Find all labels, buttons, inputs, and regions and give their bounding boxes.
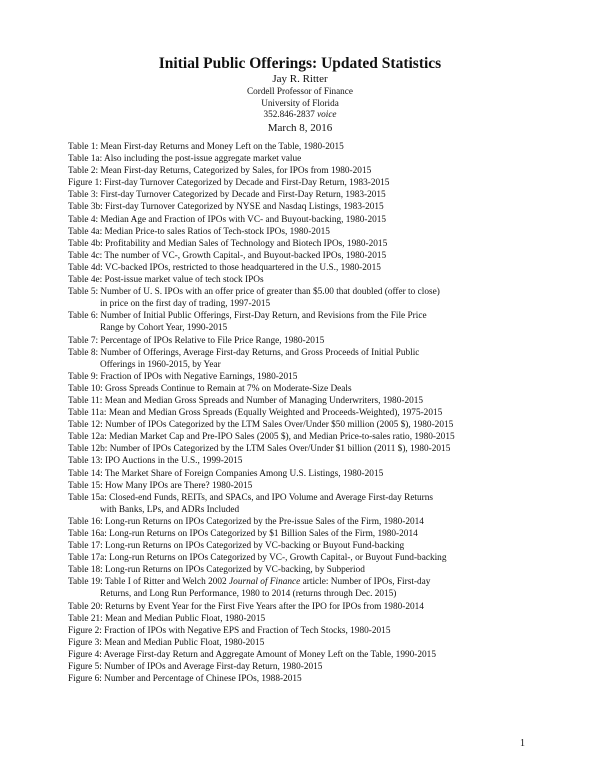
entry-text: Table 20: Returns by Event Year for the First Five Years after the IPO for IPOs from 1980-2014 <box>68 601 424 612</box>
entry-text: Table 18: Long-run Returns on IPOs Categorized by VC-backing, by Subperiod <box>68 565 365 576</box>
entry-text: Table 11: Mean and Median Gross Spreads and Number of Managing Underwriters, 1980-2015 <box>68 395 424 406</box>
contents-entry <box>68 238 568 250</box>
entry-text: Table 17: Long-run Returns on IPOs Categorized by VC-backing or Buyout Fund-backing <box>68 541 405 552</box>
entry-text: Table 21: Mean and Median Public Float, 1980-2015 <box>68 613 266 624</box>
document-title: Initial Public Offerings: Updated Statistics <box>158 55 442 72</box>
entry-text: Table 4e: Post-issue market value of tech stock IPOs <box>68 275 264 286</box>
contents-entry <box>68 286 568 298</box>
entry-text: Figure 5: Number of IPOs and Average First-day Return, 1980-2015 <box>68 662 323 673</box>
contents-entry <box>68 431 568 443</box>
contents-entry <box>68 395 568 407</box>
entry-text: Table 15: How Many IPOs are There? 1980-2015 <box>68 480 253 491</box>
entry-text: Table 12: Number of IPOs Categorized by the LTM Sales Over/Under $50 million (2005 $), 1980-2015 <box>68 420 454 431</box>
entry-text: Table 4d: VC-backed IPOs, restricted to those headquartered in the U.S., 1980-2015 <box>68 262 381 273</box>
contents-entry <box>68 528 568 540</box>
contents-entry <box>68 492 568 504</box>
contents-entry <box>68 189 568 201</box>
contents-entry <box>68 625 568 637</box>
entry-text: Table 1: Mean First-day Returns and Money Left on the Table, 1980-2015 <box>68 142 344 152</box>
entry-text: Figure 3: Mean and Median Public Float, 1980-2015 <box>68 637 265 648</box>
contents-entry <box>68 226 568 238</box>
contents-entry <box>68 576 568 588</box>
contents-entry <box>68 274 568 286</box>
entry-italic: Journal of Finance <box>229 577 301 588</box>
entry-text: Table 10: Gross Spreads Continue to Remain at 7% on Moderate-Size Deals <box>68 383 352 394</box>
page-number: 1 <box>520 738 525 749</box>
contents-entry <box>68 310 568 322</box>
entry-text: Table 9: Fraction of IPOs with Negative Earnings, 1980-2015 <box>68 371 298 382</box>
entry-text: Table 16a: Long-run Returns on IPOs Categorized by $1 Billion Sales of the Firm, 1980-2014 <box>68 529 418 539</box>
entry-continuation: Returns, and Long Run Performance, 1980 to 2014 (returns through Dec. 2015) <box>100 589 397 600</box>
contents-entry <box>68 455 568 467</box>
contents-entry <box>68 468 568 480</box>
phone-number: 352.846-2837 <box>263 109 315 120</box>
entry-text: Table 4a: Median Price-to sales Ratios of Tech-stock IPOs, 1980-2015 <box>68 226 330 237</box>
contents-entry <box>68 516 568 528</box>
contents-entry <box>68 165 568 177</box>
contents-entry <box>68 649 568 661</box>
author-name: Jay R. Ritter <box>272 73 328 85</box>
entry-continuation: Range by Cohort Year, 1990-2015 <box>100 323 228 334</box>
entry-text: Table 4c: The number of VC-, Growth Capital-, and Buyout-backed IPOs, 1980-2015 <box>68 250 387 261</box>
contents-entry <box>68 347 568 359</box>
entry-text: Table 8: Number of Offerings, Average First-day Returns, and Gross Proceeds of Initial Public <box>68 347 420 358</box>
entry-text: Table 15a: Closed-end Funds, REITs, and SPACs, and IPO Volume and Average First-day Returns <box>68 492 434 503</box>
entry-continuation: Offerings in 1960-2015, by Year <box>100 359 221 370</box>
entry-text: Table 2: Mean First-day Returns, Categorized by Sales, for IPOs from 1980-2015 <box>68 166 372 177</box>
title-block <box>0 54 600 135</box>
contents-list <box>68 141 568 685</box>
contents-entry <box>68 480 568 492</box>
document-date: March 8, 2016 <box>267 121 333 134</box>
entry-text: Table 17a: Long-run Returns on IPOs Categorized by VC-, Growth Capital-, or Buyout Fund-backing <box>68 553 447 564</box>
entry-text: Table 16: Long-run Returns on IPOs Categorized by the Pre-issue Sales of the Firm, 1980-2014 <box>68 516 424 527</box>
entry-text: Table 13: IPO Auctions in the U.S., 1999-2015 <box>68 456 243 467</box>
contents-entry <box>68 201 568 213</box>
entry-text: Table 6: Number of Initial Public Offerings, First-Day Return, and Revisions from the File Price <box>68 311 427 322</box>
contents-entry <box>68 335 568 347</box>
contents-entry <box>68 552 568 564</box>
contents-entry <box>68 564 568 576</box>
contents-entry <box>68 371 568 383</box>
entry-text: Table 19: Table I of Ritter and Welch 2002 <box>68 577 227 588</box>
contents-entry <box>68 419 568 431</box>
entry-text: Table 14: The Market Share of Foreign Companies Among U.S. Listings, 1980-2015 <box>68 468 384 479</box>
contents-entry <box>68 637 568 649</box>
entry-text: Figure 2: Fraction of IPOs with Negative EPS and Fraction of Tech Stocks, 1980-2015 <box>68 625 391 636</box>
contents-entry <box>68 177 568 189</box>
author-position: Cordell Professor of Finance <box>247 86 353 96</box>
entry-text: Table 7: Percentage of IPOs Relative to File Price Range, 1980-2015 <box>68 335 325 346</box>
contents-entry <box>68 153 568 165</box>
entry-text: Table 4b: Profitability and Median Sales of Technology and Biotech IPOs, 1980-2015 <box>68 238 388 249</box>
author-phone <box>0 109 600 121</box>
entry-text-after: article: Number of IPOs, First-day <box>302 577 431 588</box>
contents-entry <box>68 214 568 226</box>
entry-text: Figure 6: Number and Percentage of Chinese IPOs, 1988-2015 <box>68 674 302 685</box>
contents-entry <box>68 141 568 153</box>
phone-note: voice <box>317 109 337 120</box>
contents-entry <box>68 661 568 673</box>
contents-entry <box>68 262 568 274</box>
entry-text: Table 3: First-day Turnover Categorized by Decade and First-Day Return, 1983-2015 <box>68 190 386 201</box>
entry-continuation: with Banks, LPs, and ADRs Included <box>100 504 240 515</box>
contents-entry <box>68 443 568 455</box>
entry-text: Table 5: Number of U. S. IPOs with an offer price of greater than $5.00 that doubled (offer to close) <box>68 287 440 298</box>
contents-entry <box>68 383 568 395</box>
contents-entry <box>68 250 568 262</box>
contents-entry <box>68 540 568 552</box>
entry-continuation: in price on the first day of trading, 1997-2015 <box>100 299 271 310</box>
contents-entry <box>68 407 568 419</box>
entry-text: Figure 4: Average First-day Return and Aggregate Amount of Money Left on the Table, 1990-2015 <box>68 649 436 660</box>
entry-text: Figure 1: First-day Turnover Categorized by Decade and First-Day Return, 1983-2015 <box>68 178 390 189</box>
entry-text: Table 1a: Also including the post-issue aggregate market value <box>68 154 302 165</box>
entry-text: Table 3b: First-day Turnover Categorized by NYSE and Nasdaq Listings, 1983-2015 <box>68 202 384 213</box>
contents-entry <box>68 601 568 613</box>
entry-text: Table 12a: Median Market Cap and Pre-IPO Sales (2005 $), and Median Price-to-sales ratio, 1980-2015 <box>68 432 455 443</box>
contents-entry <box>68 613 568 625</box>
author-affiliation: University of Florida <box>261 97 339 108</box>
contents-entry <box>68 673 568 685</box>
entry-text: Table 11a: Mean and Median Gross Spreads (Equally Weighted and Proceeds-Weighted), 1975-2015 <box>68 408 443 419</box>
entry-text: Table 12b: Number of IPOs Categorized by the LTM Sales Over/Under $1 billion (2011 $), 1980-2015 <box>68 444 451 455</box>
entry-text: Table 4: Median Age and Fraction of IPOs with VC- and Buyout-backing, 1980-2015 <box>68 214 387 225</box>
